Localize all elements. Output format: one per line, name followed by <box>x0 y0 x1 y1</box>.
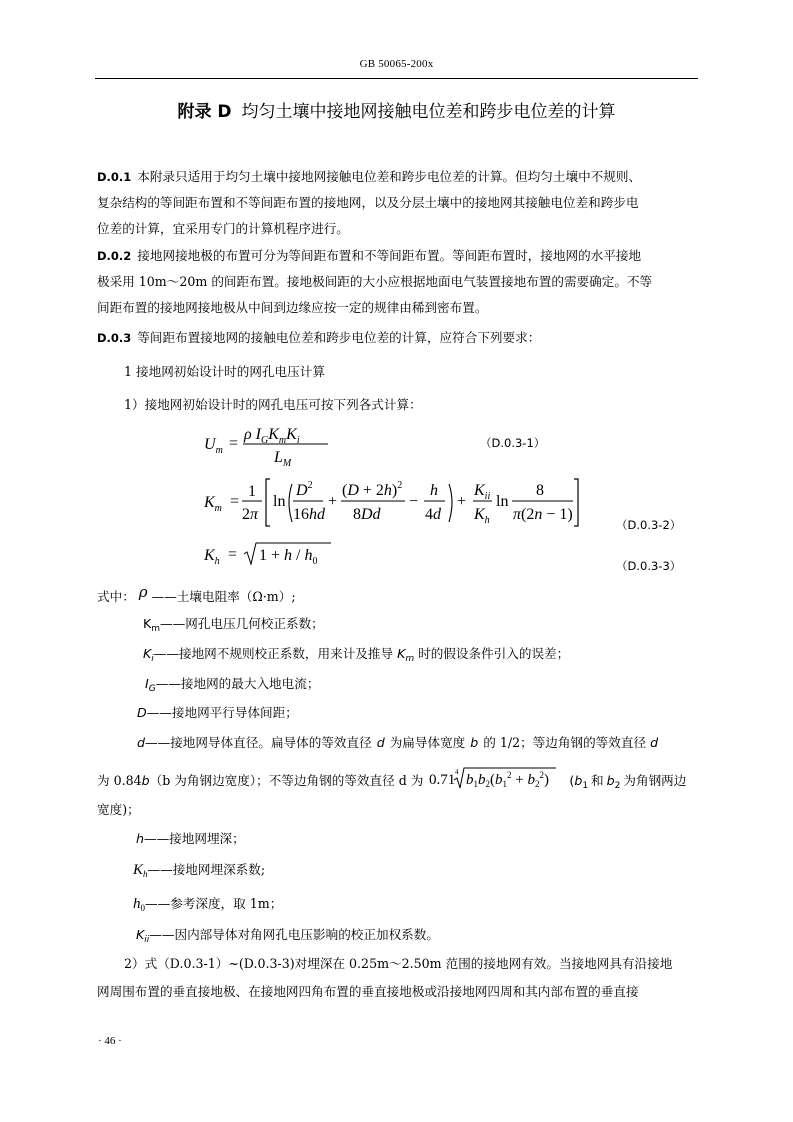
svg-text:ln: ln <box>496 493 509 510</box>
item-2-line2: 网周围布置的垂直接地极、在接地网四角布置的垂直接地极或沿接地网四周和其内部布置的垂直接 <box>97 984 639 999</box>
appendix-title-text: 均匀土壤中接地网接触电位差和跨步电位差的计算 <box>241 102 616 122</box>
def-h0: $h_0——$参考深度，取 1m； <box>133 896 283 913</box>
svg-text:LM: $L_M$ <box>274 449 292 469</box>
item-2-line1: 2）式（D.0.3-1）~(D.0.3-3)对埋深在 0.25m～2.50m 范围的接地网有效。当接地网具有沿接地 <box>124 956 673 971</box>
svg-text:Kh: $K_h$ <box>474 506 490 526</box>
rho-symbol: ρ <box>138 583 148 601</box>
appendix-title <box>0 97 793 122</box>
clause-d01-line1: D.0.1 本附录只适用于均匀土壤中接地网接触电位差和跨步电位差的计算。但均匀土壤中不规则、 <box>97 169 642 184</box>
def-kh: $K_h——$接地网埋深系数; <box>133 862 266 879</box>
svg-text:π(2n − 1): π(2n − 1) <box>513 506 573 523</box>
unequal-angle-diameter-formula <box>429 766 561 792</box>
equation-um <box>196 418 346 470</box>
clause-d01-line2: 复杂结构的等间距布置和不等间距布置的接地网，以及分层土壤中的接地网其接触电位差和跨步电 <box>97 195 639 210</box>
svg-text:D2: $D^2$ <box>296 480 313 499</box>
svg-text:2π: 2π <box>242 506 259 523</box>
def-d-line3: 宽度)； <box>97 802 140 817</box>
svg-text:h: h <box>430 482 438 499</box>
svg-text:Kii: $K_{ii}$ <box>474 482 491 502</box>
svg-text:+: + <box>328 493 338 510</box>
equation-kh <box>198 540 338 570</box>
clause-d02-line3: 间距布置的接地网接地极从中间到边缘应按一定的规律由稀到密布置。 <box>97 300 488 315</box>
svg-text:1 + h / h0: $1 + h / h_0$ <box>259 547 318 567</box>
def-km: $K_m——$网孔电压几何校正系数； <box>143 616 324 634</box>
item-1: 1 接地网初始设计时的网孔电压计算 <box>124 364 325 379</box>
clause-d02-line2: 极采用 10m～20m 的间距布置。接地极间距的大小应根据地面电气装置接地布置的需要确定。不等 <box>97 274 653 289</box>
svg-text:=: = <box>229 435 239 452</box>
svg-text:=: = <box>228 546 238 563</box>
equation-number-2: （D.0.3-2） <box>616 518 682 532</box>
header-rule <box>95 78 698 79</box>
running-header: GB 50065-200x <box>359 58 434 70</box>
def-h: h——接地网埋深； <box>136 831 245 846</box>
page-number: · 46 · <box>98 1035 122 1047</box>
svg-text:4: 4 <box>455 768 459 776</box>
svg-text:8Dd: 8Dd <box>353 506 381 523</box>
appendix-label: 附录 D <box>177 102 232 122</box>
svg-text:1: 1 <box>248 483 256 500</box>
equation-km <box>198 474 583 532</box>
svg-text:+: + <box>457 493 467 510</box>
svg-text:Km: $K_m$ <box>204 494 222 514</box>
svg-text:16hd: 16hd <box>293 506 325 523</box>
svg-text:ρ IGKmKi: ρ $I_GK_mK_i$ <box>244 426 300 446</box>
def-rho: 式中： ρ ——土壤电阻率（Ω·m）; <box>97 583 296 604</box>
svg-text:−: − <box>409 493 419 510</box>
def-kii: $K_{ii}——$因内部导体对角网孔电压影响的校正加权系数。 <box>136 927 439 945</box>
svg-text:=: = <box>230 493 240 510</box>
equation-number-3: （D.0.3-3） <box>616 559 682 573</box>
clause-d03-line1: D.0.3 等间距布置接地网的接触电位差和跨步电位差的计算，应符合下列要求： <box>97 330 541 345</box>
svg-text:(D + 2h)2: $(D + 2h)^2$ <box>342 480 403 499</box>
def-D: D——接地网平行导体间距； <box>137 705 298 720</box>
svg-text:4d: 4d <box>425 506 441 523</box>
clause-d02-line1: D.0.2 接地网接地极的布置可分为等间距布置和不等间距布置。等间距布置时，接地网的水平接地 <box>97 248 642 263</box>
svg-text:8: 8 <box>536 482 544 499</box>
equation-number-1: （D.0.3-1） <box>480 436 546 450</box>
clause-d01-line3: 位差的计算，宜采用专门的计算机程序进行。 <box>97 221 349 236</box>
svg-text:ln: ln <box>273 493 286 510</box>
svg-text:Um: $U_m$ <box>204 436 223 456</box>
svg-text:0.71: 0.71 <box>429 772 456 788</box>
def-d-line1: d——接地网导体直径。扁导体的等效直径 d 为扁导体宽度 b 的 1/2；等边角钢的等效直径 d <box>137 735 659 750</box>
svg-text:b1b2(b12 + b22): $b_1b_2(b_1^2 + b_2^2)$ <box>466 770 550 789</box>
item-1-1: 1）接地网初始设计时的网孔电压可按下列各式计算： <box>124 397 422 412</box>
def-ig: $I_G——$接地网的最大入地电流； <box>145 676 320 694</box>
svg-text:Kh: $K_h$ <box>204 547 220 567</box>
def-d-line2: 为 0.84b（b 为角钢边宽度）；不等边角钢的等效直径 d 为 0.71 4 $b_1b_2(b_1^2 + b_2^2)$ ($b_1$ 和 $b_2$ 为角钢两边 <box>97 768 687 791</box>
def-ki: $K_i——$接地网不规则校正系数，用来计及推导 $K_m$ 时的假设条件引入的误差； <box>143 646 570 664</box>
